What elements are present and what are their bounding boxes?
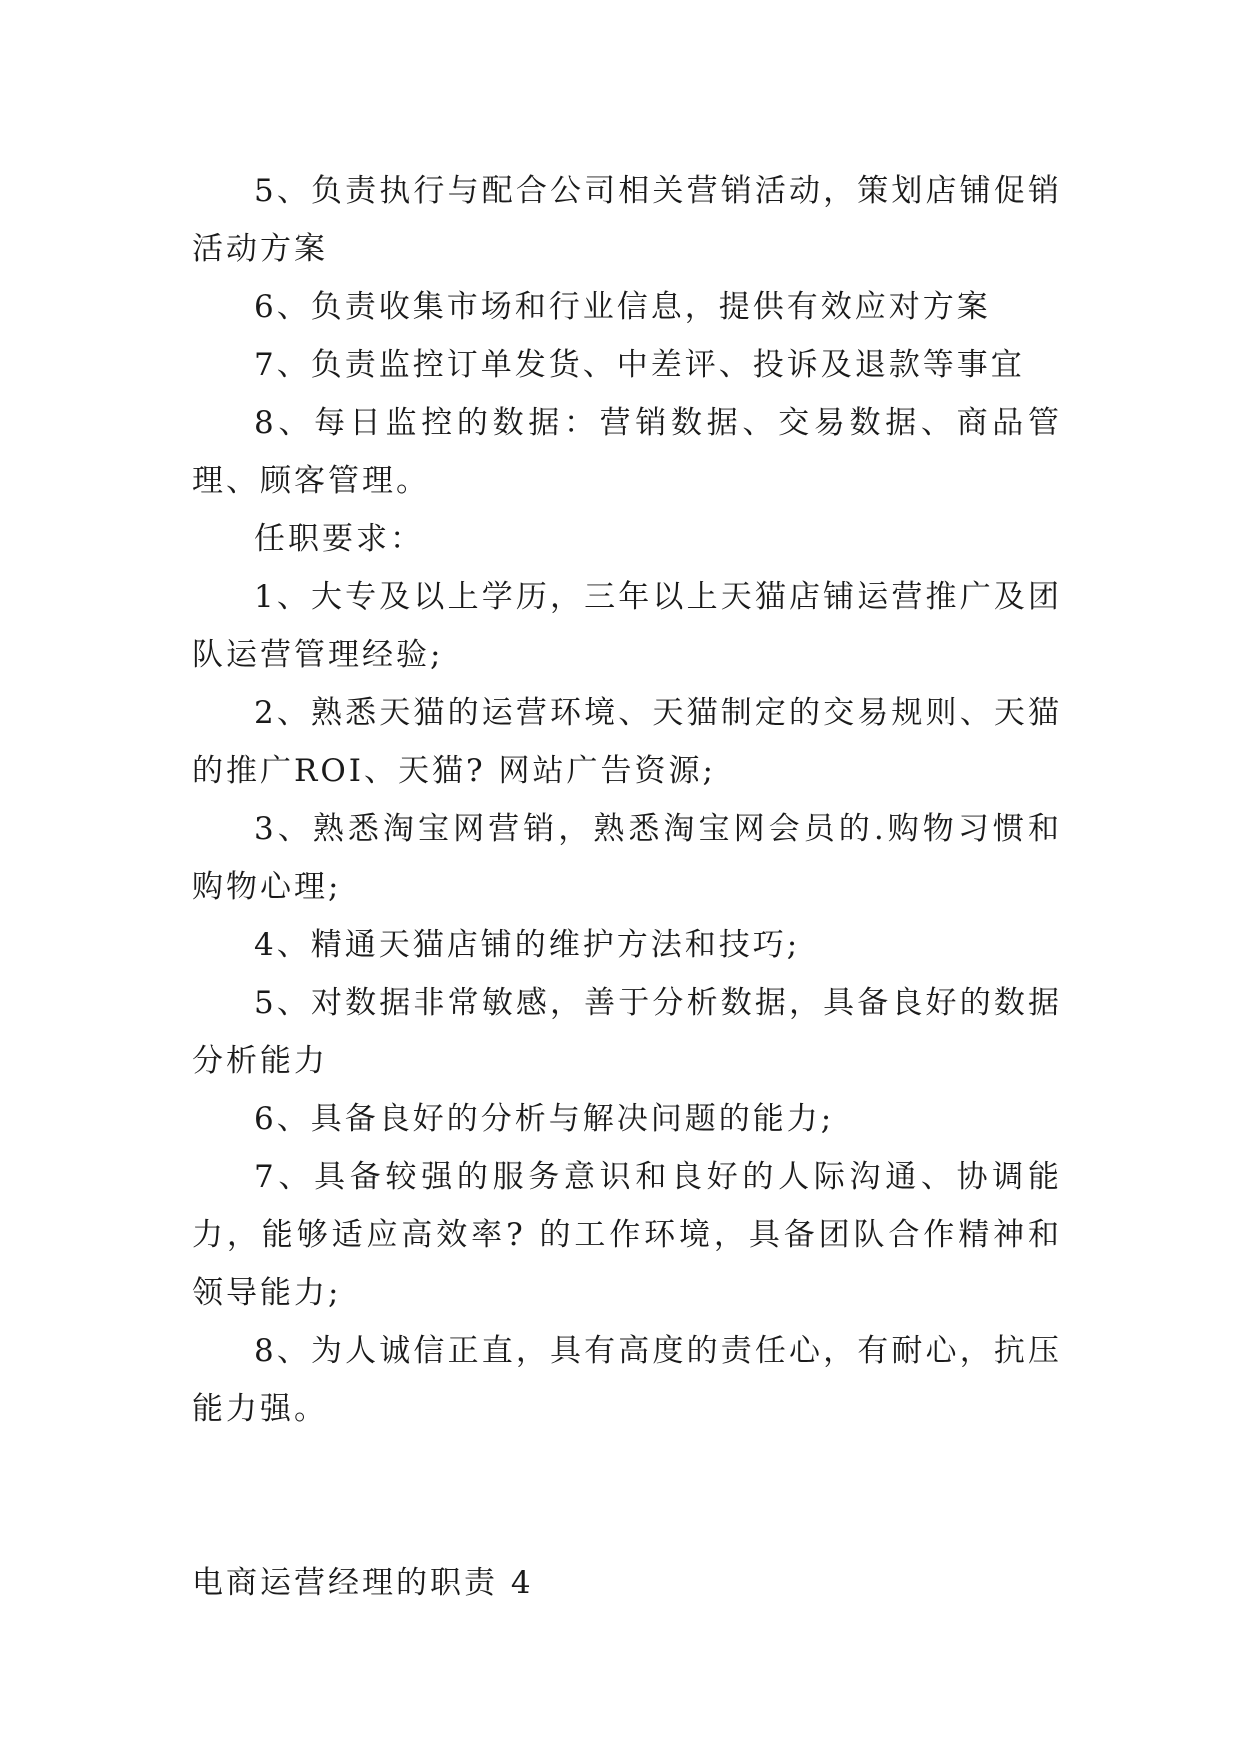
requirement-item-4: 4、精通天猫店铺的维护方法和技巧; [254, 927, 801, 963]
requirements-label: 任职要求： [254, 521, 424, 557]
requirement-item-5: 5、对数据非常敏感，善于分析数据，具备良好的数据分析能力 [192, 985, 1062, 1079]
requirement-item-1: 1、大专及以上学历，三年以上天猫店铺运营推广及团队运营管理经验; [192, 579, 1062, 673]
document-body [192, 162, 1062, 1612]
section-heading: 电商运营经理的职责 4 [192, 1565, 534, 1601]
requirement-item-2: 2、熟悉天猫的运营环境、天猫制定的交易规则、天猫的推广ROI、天猫? 网站广告资源; [192, 695, 1062, 789]
duty-item-8: 8、每日监控的数据：营销数据、交易数据、商品管理、顾客管理。 [192, 405, 1062, 499]
duty-item-7: 7、负责监控订单发货、中差评、投诉及退款等事宜 [254, 347, 1025, 383]
requirement-item-8: 8、为人诚信正直，具有高度的责任心，有耐心，抗压能力强。 [192, 1333, 1062, 1427]
requirement-item-3: 3、熟悉淘宝网营销，熟悉淘宝网会员的.购物习惯和购物心理; [192, 811, 1062, 905]
duty-item-5: 5、负责执行与配合公司相关营销活动，策划店铺促销活动方案 [192, 173, 1062, 267]
requirement-item-6: 6、具备良好的分析与解决问题的能力; [254, 1101, 835, 1137]
duty-item-6: 6、负责收集市场和行业信息，提供有效应对方案 [254, 289, 991, 325]
requirement-item-7: 7、具备较强的服务意识和良好的人际沟通、协调能力，能够适应高效率? 的工作环境，具备团队合作精神和领导能力; [192, 1159, 1062, 1311]
